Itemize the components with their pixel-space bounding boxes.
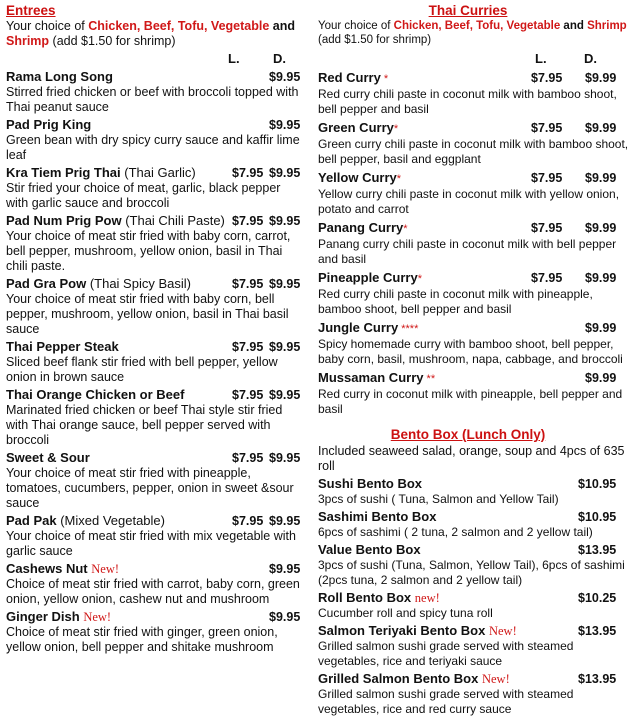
menu-item [6, 276, 306, 337]
menu-item [6, 450, 306, 511]
bento-description: Cucumber roll and spicy tuna roll [318, 606, 493, 620]
item-title: Cashews Nut [6, 561, 88, 576]
curry-item [318, 120, 630, 167]
curries-dinner-header: D. [584, 51, 597, 66]
dinner-price: $9.95 [269, 166, 301, 180]
item-subtitle: (Thai Spicy Basil) [86, 276, 191, 291]
bento-item [318, 476, 630, 507]
spicy-stars: * [417, 273, 422, 285]
bento-item [318, 542, 630, 588]
bento-title-text: Sashimi Bento Box [318, 509, 437, 524]
menu-item [6, 165, 306, 211]
item-description: Green bean with dry spicy curry sauce and kaffir lime leaf [6, 133, 300, 162]
curry-item [318, 220, 630, 267]
bento-title-text: Value Bento Box [318, 542, 421, 557]
item-title: Kra Tiem Prig Thai [6, 165, 121, 180]
bento-price: $13.95 [578, 624, 617, 638]
new-badge: New! [488, 624, 517, 638]
spicy-stars: * [393, 123, 399, 135]
entrees-list [6, 69, 306, 655]
lunch-price: $7.95 [232, 166, 264, 180]
item-title: Ginger Dish [6, 609, 80, 624]
curry-description: Red curry chili paste in coconut milk with bamboo shoot, bell pepper and basil [318, 87, 617, 116]
dinner-price: $9.95 [269, 70, 301, 84]
entrees-column [6, 0, 306, 655]
item-description: Your choice of meat stir fried with mix vegetable with garlic sauce [6, 529, 296, 558]
item-title: Thai Pepper Steak [6, 339, 119, 354]
curry-item [318, 170, 630, 217]
bento-description: 3pcs of sushi (Tuna, Salmon, Yellow Tail), 6pcs of sashimi (2pcs tuna, 2 salmon and 2 yellow tail) [318, 558, 625, 587]
bento-title: Bento Box (Lunch Only) [390, 427, 546, 442]
curry-name [318, 120, 630, 137]
intro-shrimp: Shrimp [6, 34, 50, 48]
curry-dinner-price: $9.99 [585, 371, 617, 385]
dinner-price: $9.95 [269, 277, 301, 291]
bento-description: Grilled salmon sushi grade served with steamed vegetables, rice and teriyaki sauce [318, 639, 574, 668]
bento-item [318, 509, 630, 540]
bento-intro: Included seaweed salad, orange, soup and 4pcs of 635 roll [318, 444, 625, 473]
curry-name [318, 70, 630, 87]
curries-title: Thai Curries [428, 3, 508, 18]
intro-prefix: Your choice of [6, 19, 89, 33]
menu-item [6, 513, 306, 559]
item-description: Choice of meat stir fried with carrot, baby corn, green onion, yellow onion, cashew nut and mushroom [6, 577, 300, 606]
spicy-stars: ** [423, 373, 436, 385]
new-badge: new! [414, 591, 440, 605]
intro-and: and [269, 19, 295, 33]
curries-list [318, 70, 630, 417]
dinner-price: $9.95 [269, 451, 301, 465]
item-title: Pad Gra Pow [6, 276, 87, 291]
curry-title: Yellow Curry [318, 170, 397, 185]
curry-lunch-price: $7.95 [531, 221, 563, 235]
curry-title: Mussaman Curry [318, 370, 424, 385]
curry-name [318, 170, 630, 187]
lunch-price: $7.95 [232, 340, 264, 354]
lunch-price: $7.95 [232, 451, 264, 465]
bento-title-text: Salmon Teriyaki Bento Box [318, 623, 486, 638]
item-title: Rama Long Song [6, 69, 113, 84]
spicy-stars: **** [398, 323, 419, 335]
item-description: Stir fried your choice of meat, garlic, black pepper with garlic sauce and broccoli [6, 181, 281, 210]
curry-dinner-price: $9.99 [585, 171, 617, 185]
menu-item [6, 561, 306, 607]
item-title: Pad Pak [6, 513, 57, 528]
curry-lunch-price: $7.95 [531, 171, 563, 185]
curry-lunch-price: $7.95 [531, 71, 563, 85]
dinner-price: $9.95 [269, 610, 301, 624]
curry-name [318, 320, 630, 337]
menu-item [6, 117, 306, 163]
curry-description: Panang curry chili paste in coconut milk with bell pepper and basil [318, 237, 617, 266]
item-description: Your choice of meat stir fried with baby corn, carrot, bell pepper, mushroom, yellow onion, basil in Thai chili paste. [6, 229, 291, 273]
curry-name [318, 270, 630, 287]
menu-item [6, 213, 306, 274]
bento-item [318, 671, 630, 717]
new-badge: New! [91, 562, 120, 576]
curry-dinner-price: $9.99 [585, 121, 617, 135]
bento-price: $13.95 [578, 672, 617, 686]
item-title: Sweet & Sour [6, 450, 90, 465]
bento-title-text: Roll Bento Box [318, 590, 412, 605]
dinner-price: $9.95 [269, 340, 301, 354]
item-name [6, 609, 306, 625]
curries-intro-options: Chicken, Beef, Tofu, Vegetable [393, 20, 561, 32]
lunch-price: $7.95 [232, 214, 264, 228]
dinner-price: $9.95 [269, 562, 301, 576]
curry-title: Red Curry [318, 70, 381, 85]
spicy-stars: * [380, 73, 389, 85]
bento-item [318, 623, 630, 669]
curry-lunch-price: $7.95 [531, 121, 563, 135]
curry-description: Red curry chili paste in coconut milk with pineapple, bamboo shoot, bell pepper and basil [318, 287, 593, 316]
curry-dinner-price: $9.99 [585, 221, 617, 235]
bento-list [318, 476, 630, 717]
bento-price: $10.95 [578, 477, 617, 491]
item-title: Pad Num Prig Pow [6, 213, 122, 228]
dinner-price: $9.95 [269, 388, 301, 402]
menu-item [6, 609, 306, 655]
curry-name [318, 370, 630, 387]
entrees-intro [6, 19, 306, 49]
dinner-price: $9.95 [269, 214, 301, 228]
item-title: Pad Prig King [6, 117, 92, 132]
new-badge: New! [481, 672, 510, 686]
bento-item [318, 590, 630, 621]
item-name [6, 69, 306, 85]
curry-name [318, 220, 630, 237]
curries-intro [318, 19, 630, 47]
spicy-stars: * [396, 173, 402, 185]
dinner-price: $9.95 [269, 118, 301, 132]
item-description: Stirred fried chicken or beef with broccoli topped with Thai peanut sauce [6, 85, 299, 114]
item-description: Sliced beef flank stir fried with bell pepper, yellow onion in brown sauce [6, 355, 278, 384]
curries-intro-prefix: Your choice of [318, 20, 394, 32]
item-subtitle: (Thai Garlic) [120, 165, 196, 180]
curry-description: Green curry chili paste in coconut milk with bamboo shoot, bell pepper, basil and eggplant [318, 137, 629, 166]
bento-price: $10.95 [578, 510, 617, 524]
curries-intro-and: and [560, 20, 588, 32]
curry-title: Green Curry [318, 120, 394, 135]
entrees-title: Entrees [6, 3, 56, 18]
curry-description: Yellow curry chili paste in coconut milk with yellow onion, potato and carrot [318, 187, 620, 216]
curry-item [318, 70, 630, 117]
intro-options: Chicken, Beef, Tofu, Vegetable [88, 19, 270, 33]
bento-description: 6pcs of sashimi ( 2 tuna, 2 salmon and 2 yellow tail) [318, 525, 593, 539]
item-subtitle: (Mixed Vegetable) [56, 513, 165, 528]
new-badge: New! [83, 610, 112, 624]
menu-item [6, 387, 306, 448]
curries-lunch-header: L. [535, 51, 547, 66]
bento-price: $13.95 [578, 543, 617, 557]
bento-title-text: Grilled Salmon Bento Box [318, 671, 479, 686]
curry-dinner-price: $9.99 [585, 321, 617, 335]
curries-intro-shrimp: Shrimp [587, 20, 627, 32]
spicy-stars: * [403, 223, 408, 235]
curry-dinner-price: $9.99 [585, 271, 617, 285]
curry-title: Jungle Curry [318, 320, 399, 335]
intro-suffix: (add $1.50 for shrimp) [49, 34, 176, 48]
lunch-price: $7.95 [232, 514, 264, 528]
item-description: Your choice of meat stir fried with pineapple, tomatoes, cucumbers, pepper, onion in sweet &sour sauce [6, 466, 294, 510]
lunch-price: $7.95 [232, 388, 264, 402]
item-description: Choice of meat stir fried with ginger, green onion, yellow onion, bell pepper and shitake mushroom [6, 625, 278, 654]
item-subtitle: (Thai Chili Paste) [121, 213, 225, 228]
menu-item [6, 339, 306, 385]
item-title: Thai Orange Chicken or Beef [6, 387, 185, 402]
lunch-header: L. [228, 51, 240, 66]
curry-item [318, 370, 630, 417]
menu-item [6, 69, 306, 115]
bento-description: 3pcs of sushi ( Tuna, Salmon and Yellow Tail) [318, 492, 559, 506]
curries-intro-suffix: (add $1.50 for shrimp) [318, 34, 432, 46]
dinner-price: $9.95 [269, 514, 301, 528]
item-description: Marinated fried chicken or beef Thai style stir fried with Thai orange sauce, bell pepper served with broccoli [6, 403, 283, 447]
item-description: Your choice of meat stir fried with baby corn, bell pepper, mushroom, yellow onion, basil in Thai basil sauce [6, 292, 289, 336]
curries-price-header [318, 51, 630, 67]
item-name [6, 561, 306, 577]
bento-title-text: Sushi Bento Box [318, 476, 423, 491]
curry-description: Red curry in coconut milk with pineapple, bell pepper and basil [318, 387, 623, 416]
bento-price: $10.25 [578, 591, 617, 605]
curry-title: Panang Curry [318, 220, 404, 235]
item-name [6, 117, 306, 133]
curry-lunch-price: $7.95 [531, 271, 563, 285]
curry-dinner-price: $9.99 [585, 71, 617, 85]
bento-description: Grilled salmon sushi grade served with steamed vegetables, rice and red curry sauce [318, 687, 574, 716]
curry-title: Pineapple Curry [318, 270, 418, 285]
curry-item [318, 320, 630, 367]
price-header [6, 51, 306, 67]
right-column [318, 0, 630, 717]
dinner-header: D. [273, 51, 286, 66]
curry-item [318, 270, 630, 317]
lunch-price: $7.95 [232, 277, 264, 291]
curry-description: Spicy homemade curry with bamboo shoot, bell pepper, baby corn, basil, mushroom, napa, cabbage, and broccoli [318, 337, 623, 366]
